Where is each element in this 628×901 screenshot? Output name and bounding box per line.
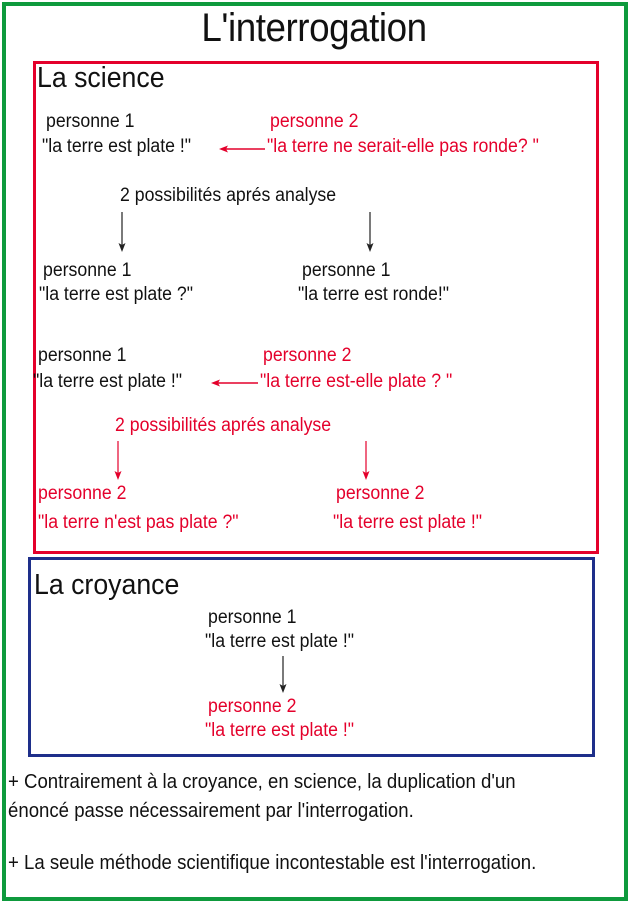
s2-outcome-left-label: personne 2	[38, 483, 127, 504]
s2-person2-statement: "la terre est-elle plate ? "	[260, 371, 453, 392]
s1-person1-label: personne 1	[46, 111, 135, 132]
s1-outcome-right-statement: "la terre est ronde!"	[298, 284, 450, 305]
s2-person1-label: personne 1	[38, 345, 127, 366]
s1-outcome-left-label: personne 1	[43, 260, 132, 281]
s2-outcome-right-label: personne 2	[336, 483, 425, 504]
s1-person1-statement: "la terre est plate !"	[42, 136, 192, 157]
science-heading: La science	[37, 62, 165, 94]
s2-outcome-right-statement: "la terre est plate !"	[333, 512, 483, 533]
note-1-line-1: + Contrairement à la croyance, en science, la duplication d'un	[8, 771, 516, 793]
s1-person2-statement: "la terre ne serait-elle pas ronde? "	[267, 136, 539, 157]
s2-analysis-label: 2 possibilités aprés analyse	[115, 415, 332, 436]
page-title: L'interrogation	[201, 6, 427, 50]
science-box	[33, 61, 599, 554]
s2-outcome-left-statement: "la terre n'est pas plate ?"	[38, 512, 239, 533]
s1-person2-label: personne 2	[270, 111, 359, 132]
note-2: + La seule méthode scientifique incontestable est l'interrogation.	[8, 852, 537, 874]
belief-person2-statement: "la terre est plate !"	[205, 720, 355, 741]
belief-heading: La croyance	[34, 569, 180, 601]
s1-analysis-label: 2 possibilités aprés analyse	[120, 185, 337, 206]
note-1-line-2: énoncé passe nécessairement par l'interrogation.	[8, 800, 414, 822]
s2-person1-statement: "la terre est plate !"	[33, 371, 183, 392]
belief-person1-statement: "la terre est plate !"	[205, 631, 355, 652]
belief-person1-label: personne 1	[208, 607, 297, 628]
s1-outcome-left-statement: "la terre est plate ?"	[39, 284, 193, 305]
s2-person2-label: personne 2	[263, 345, 352, 366]
s1-outcome-right-label: personne 1	[302, 260, 391, 281]
belief-person2-label: personne 2	[208, 696, 297, 717]
